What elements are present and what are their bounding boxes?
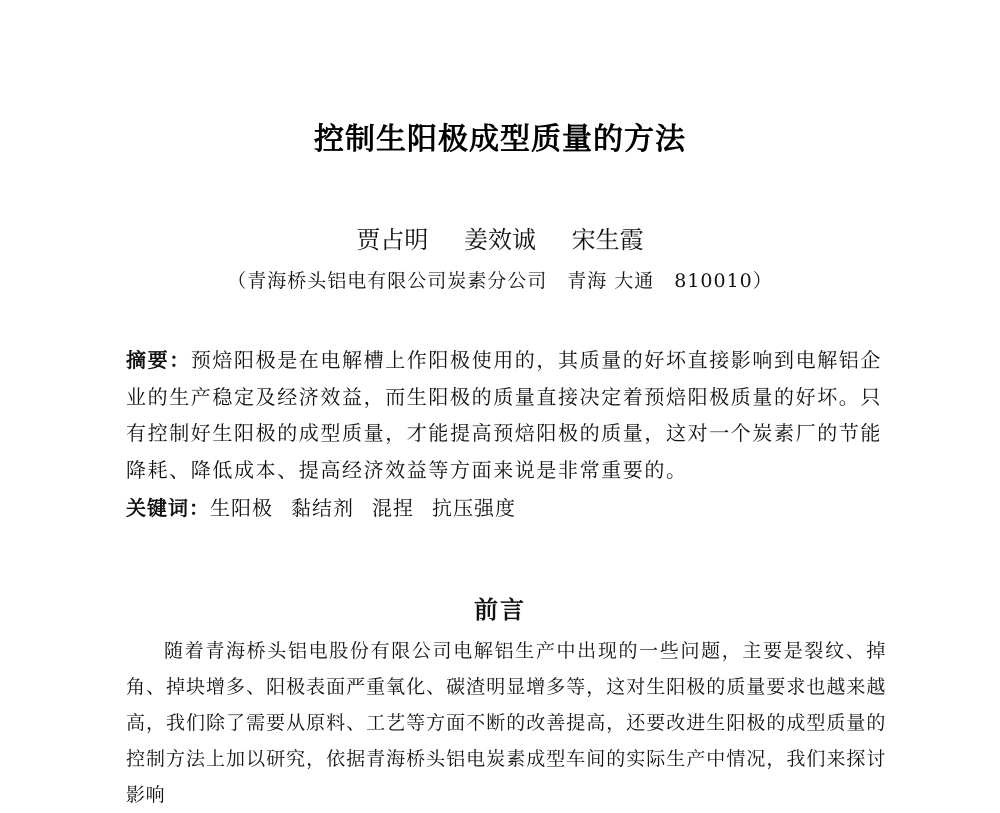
author-name: 贾占明 <box>356 226 429 254</box>
keyword: 混捏 <box>372 496 414 520</box>
author-affiliation: （青海桥头铝电有限公司炭素分公司 青海 大通 810010） <box>227 270 773 292</box>
keyword: 抗压强度 <box>432 496 516 520</box>
keywords-label: 关键词： <box>126 496 210 520</box>
keywords <box>126 492 534 521</box>
paper-title: 控制生阳极成型质量的方法 <box>314 122 686 157</box>
abstract <box>126 342 886 488</box>
author-name: 宋生霞 <box>571 226 644 254</box>
abstract-text: 预焙阳极是在电解槽上作阳极使用的，其质量的好坏直接影响到电解铝企业的生产稳定及经济效益，而生阳极的质量直接决定着预焙阳极质量的好坏。只有控制好生阳极的成型质量，才能提高预焙阳极的质量，这对一个炭素厂的节能降耗、降低成本、提高经济效益等方面来说是非常重要的。 <box>126 348 883 482</box>
abstract-label: 摘要： <box>126 348 191 372</box>
section-body-preface: 随着青海桥头铝电股份有限公司电解铝生产中出现的一些问题，主要是裂纹、掉角、掉块增多、阳极表面严重氧化、碳渣明显增多等，这对生阳极的质量要求也越来越高，我们除了需要从原料、工艺等方面不断的改善提高，还要改进生阳极的成型质量的控制方法上加以研究，依据青海桥头铝电炭素成型车间的实际生产中情况，我们来探讨影响 <box>126 640 886 806</box>
keyword: 生阳极 <box>210 496 273 520</box>
author-name: 姜效诚 <box>464 226 536 254</box>
section-heading-preface: 前言 <box>474 596 526 624</box>
author-list <box>0 220 1000 255</box>
keyword: 黏结剂 <box>291 496 354 520</box>
